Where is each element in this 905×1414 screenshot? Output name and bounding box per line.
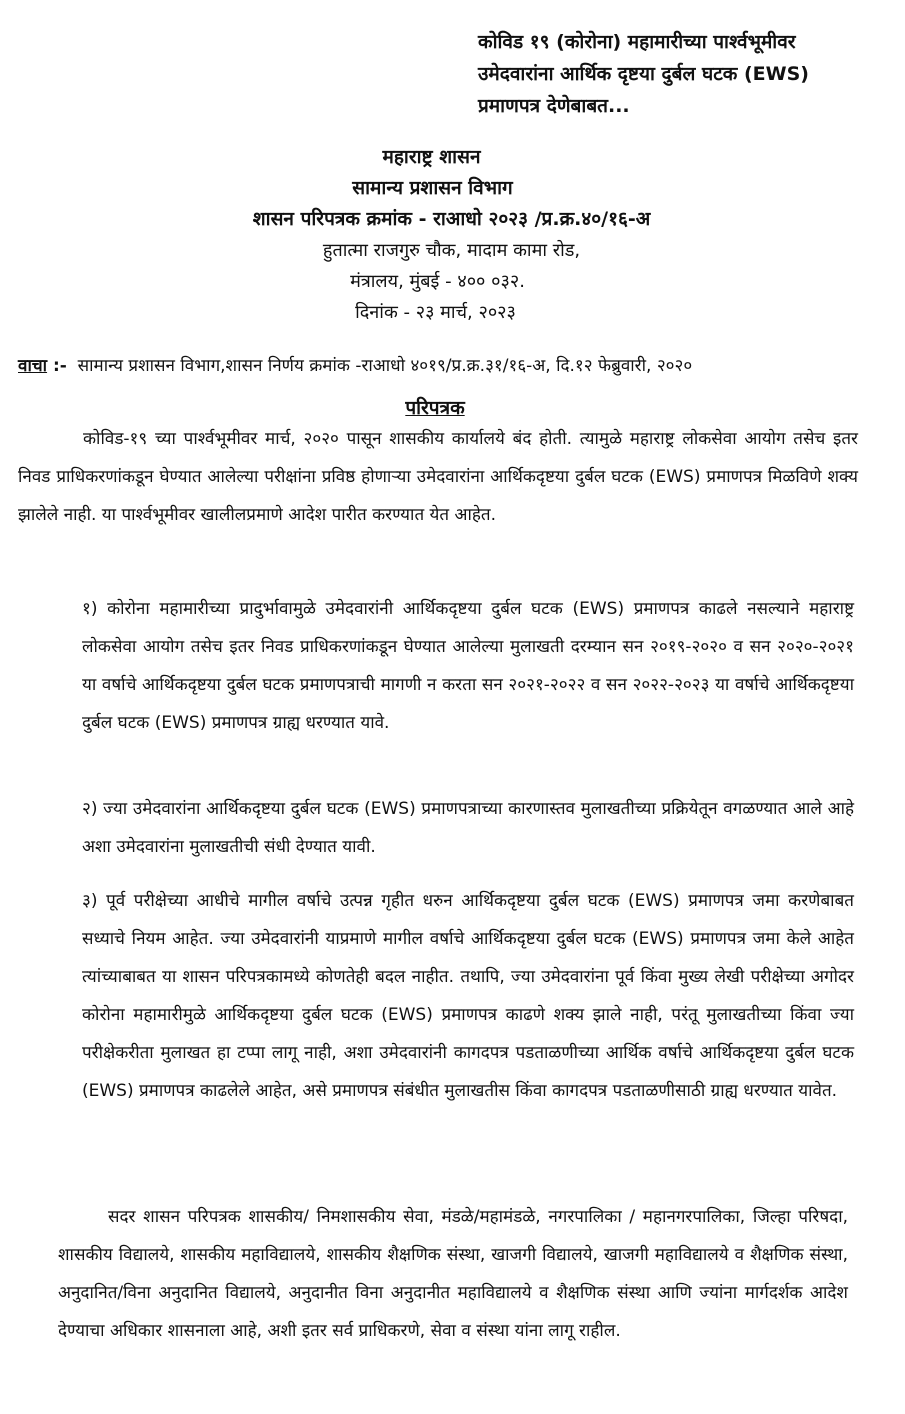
- subject-line-1: कोविड १९ (कोरोना) महामारीच्या पार्श्वभूमीवर: [478, 31, 796, 53]
- reference-text: सामान्य प्रशासन विभाग,शासन निर्णय क्रमांक -राआधो ४०१९/प्र.क्र.३१/१६-अ, दि.१२ फेब्रुवारी, २०२०: [77, 356, 693, 376]
- document-title: परिपत्रक: [405, 397, 465, 419]
- subject-line-3: प्रमाणपत्र देणेबाबत...: [478, 95, 630, 117]
- point-1: १) कोरोना महामारीच्या प्रादुर्भावामुळे उमेदवारांनी आर्थिकदृष्टया दुर्बल घटक (EWS) प्रमाणपत्र काढले नसल्याने महाराष्ट्र लोकसेवा आयोग तसेच इतर निवड प्राधिकरणांकडून घेण्यात आलेल्या मुलाखती दरम्यान सन २०१९-२०२० व सन २०२०-२०२१ या वर्षाचे आर्थिकदृष्टया दुर्बल घटक प्रमाणपत्राची मागणी न करता सन २०२१-२०२२ व सन २०२२-२०२३ या वर्षाचे आर्थिकदृष्टया दुर्बल घटक (EWS) प्रमाणपत्र ग्राह्य धरण्यात यावे.: [82, 599, 854, 733]
- subject-line-2: उमेदवारांना आर्थिक दृष्टया दुर्बल घटक (EWS): [478, 63, 809, 85]
- reference-label: वाचा: [18, 356, 48, 376]
- department-name: सामान्य प्रशासन विभाग: [352, 177, 513, 199]
- intro-paragraph: कोविड-१९ च्या पार्श्वभूमीवर मार्च, २०२० पासून शासकीय कार्यालये बंद होती. त्यामुळे महाराष्ट्र लोकसेवा आयोग तसेच इतर निवड प्राधिकरणांकडून घेण्यात आलेल्या परीक्षांना प्रविष्ठ होणाऱ्या उमेदवारांना आर्थिकदृष्टया दुर्बल घटक (EWS) प्रमाणपत्र मिळविणे शक्य झालेले नाही. या पार्श्वभूमीवर खालीलप्रमाणे आदेश पारीत करण्यात येत आहेत.: [18, 429, 858, 525]
- closing-paragraph: सदर शासन परिपत्रक शासकीय/ निमशासकीय सेवा, मंडळे/महामंडळे, नगरपालिका / महानगरपालिका, जिल्हा परिषदा, शासकीय विद्यालये, शासकीय महाविद्यालये, शासकीय शैक्षणिक संस्था, खाजगी विद्यालये, खाजगी महाविद्यालये व शैक्षणिक संस्था, अनुदानित/विना अनुदानित विद्यालये, अनुदानीत विना अनुदानीत महाविद्यालये व शैक्षणिक संस्था आणि ज्यांना मार्गदर्शक आदेश देण्याचा अधिकार शासनाला आहे, अशी इतर सर्व प्राधिकरणे, सेवा व संस्था यांना लागू राहील.: [58, 1207, 848, 1341]
- reference-line: [18, 352, 888, 380]
- subject-block: [478, 26, 888, 122]
- point-3: ३) पूर्व परीक्षेच्या आधीचे मागील वर्षाचे उत्पन्न गृहीत धरुन आर्थिकदृष्टया दुर्बल घटक (EWS) प्रमाणपत्र जमा करणेबाबत सध्याचे नियम आहेत. ज्या उमेदवारांनी याप्रमाणे मागील वर्षाचे आर्थिकदृष्टया दुर्बल घटक (EWS) प्रमाणपत्र जमा केले आहेत त्यांच्याबाबत या शासन परिपत्रकामध्ये कोणतेही बदल नाहीत. तथापि, ज्या उमेदवारांना पूर्व किंवा मुख्य लेखी परीक्षेच्या अगोदर कोरोना महामारीमुळे आर्थिकदृष्टया दुर्बल घटक (EWS) प्रमाणपत्र काढणे शक्य झाले नाही, परंतू मुलाखतीच्या किंवा ज्या परीक्षेकरीता मुलाखत हा टप्पा लागू नाही, अशा उमेदवारांनी कागदपत्र पडताळणीच्या आर्थिक वर्षाचे आर्थिकदृष्टया दुर्बल घटक (EWS) प्रमाणपत्र काढलेले आहेत, असे प्रमाणपत्र संबंधीत मुलाखतीस किंवा कागदपत्र पडताळणीसाठी ग्राह्य धरण्यात यावेत.: [82, 891, 854, 1101]
- reference-separator: :-: [47, 356, 67, 376]
- government-name: महाराष्ट्र शासन: [382, 146, 481, 168]
- circular-number: शासन परिपत्रक क्रमांक - राआधो २०२३ /प्र.क्र.४०/१६-अ: [252, 208, 651, 230]
- point-2: २) ज्या उमेदवारांना आर्थिकदृष्टया दुर्बल घटक (EWS) प्रमाणपत्राच्या कारणास्तव मुलाखतीच्या प्रक्रियेतून वगळण्यात आले आहे अशा उमेदवारांना मुलाखतीची संधी देण्यात यावी.: [82, 799, 854, 857]
- address-line-1: हुतात्मा राजगुरु चौक, मादाम कामा रोड,: [322, 240, 581, 261]
- address-line-2: मंत्रालय, मुंबई - ४०० ०३२.: [350, 271, 525, 292]
- issuer-header: [0, 142, 905, 328]
- circular-date: दिनांक - २३ मार्च, २०२३: [355, 302, 516, 323]
